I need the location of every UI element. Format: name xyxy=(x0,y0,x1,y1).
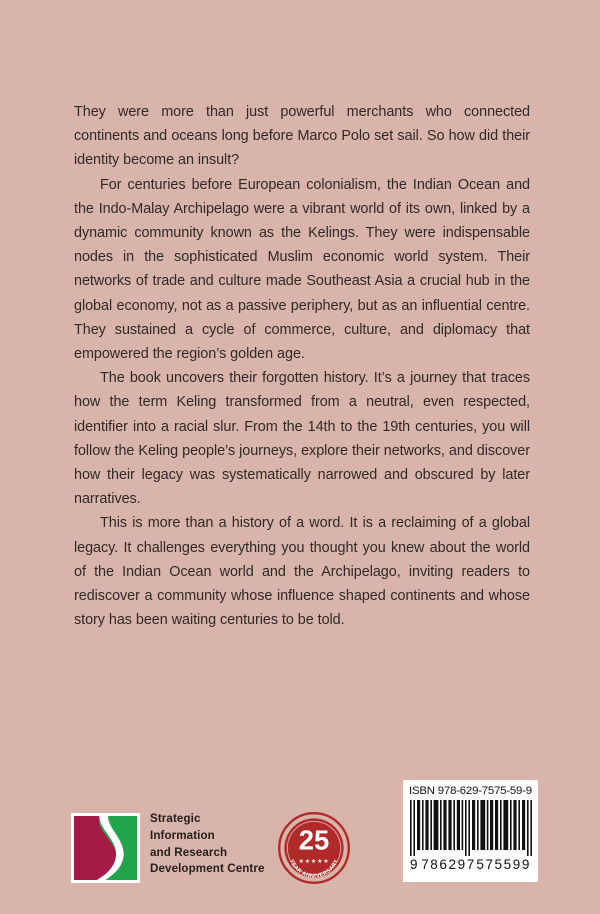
isbn-label: ISBN 978-629-7575-59-9 xyxy=(409,785,532,797)
publisher-name-line-1: Strategic xyxy=(150,812,201,825)
blurb-paragraph-2: For centuries before European colonialism, the Indian Ocean and the Indo-Malay Archipelago were a vibrant world of its own, linked by a dynamic community known as the Kelings. They were indispensable nodes in the sophisticated Muslim economic world system. Their networks of trade and culture made Southeast Asia a crucial hub in the global economy, not as a passive periphery, but as an influential centre. They sustained a cycle of commerce, culture, and diplomacy that empowered the region’s golden age. xyxy=(74,176,530,363)
barcode-digits xyxy=(408,857,533,872)
anniversary-stars: ★★★★★ xyxy=(298,858,330,865)
isbn-barcode xyxy=(403,780,538,882)
blurb-paragraph-4: This is more than a history of a word. It is a reclaiming of a global legacy. It challenges everything you thought you knew about the world of the Indian Ocean world and the Archipelago, inviting readers to rediscover a community whose influence shaped continents and whose story has been waiting centuries to be told. xyxy=(74,515,530,629)
barcode-digit-group-right: 575599 xyxy=(476,857,531,872)
anniversary-seal-icon xyxy=(277,811,351,885)
sird-logo xyxy=(71,813,140,883)
publisher-name-line-4: Development Centre xyxy=(150,862,265,876)
anniversary-number: 25 xyxy=(298,824,330,856)
barcode-digit-group-mid: 786297 xyxy=(421,857,476,872)
sird-logo-icon xyxy=(74,816,137,880)
back-cover-footer xyxy=(0,770,600,914)
sird-logo-mark xyxy=(74,816,137,880)
barcode-bars-icon xyxy=(408,800,533,856)
publisher-name-line-2: Information xyxy=(150,828,215,842)
anniversary-seal xyxy=(277,811,351,885)
anniversary-arc-text: YEAR ANNIVERSARY xyxy=(288,858,340,880)
barcode-digit-group-left: 9 xyxy=(410,857,418,872)
blurb-paragraph-3: The book uncovers their forgotten history. It’s a journey that traces how the term Keling transformed from a neutral, even respected, identifier into a racial slur. From the 14th to the 19th centuries, you will follow the Keling people’s journeys, explore their networks, and discover how their legacy was systematically narrowed and obscured by later narratives. xyxy=(74,370,530,508)
back-cover-blurb xyxy=(74,100,530,632)
publisher-name-line-3: and Research xyxy=(150,845,228,859)
blurb-paragraph-1: They were more than just powerful merchants who connected continents and oceans long before Marco Polo set sail. So how did their identity become an insult? xyxy=(74,104,530,169)
